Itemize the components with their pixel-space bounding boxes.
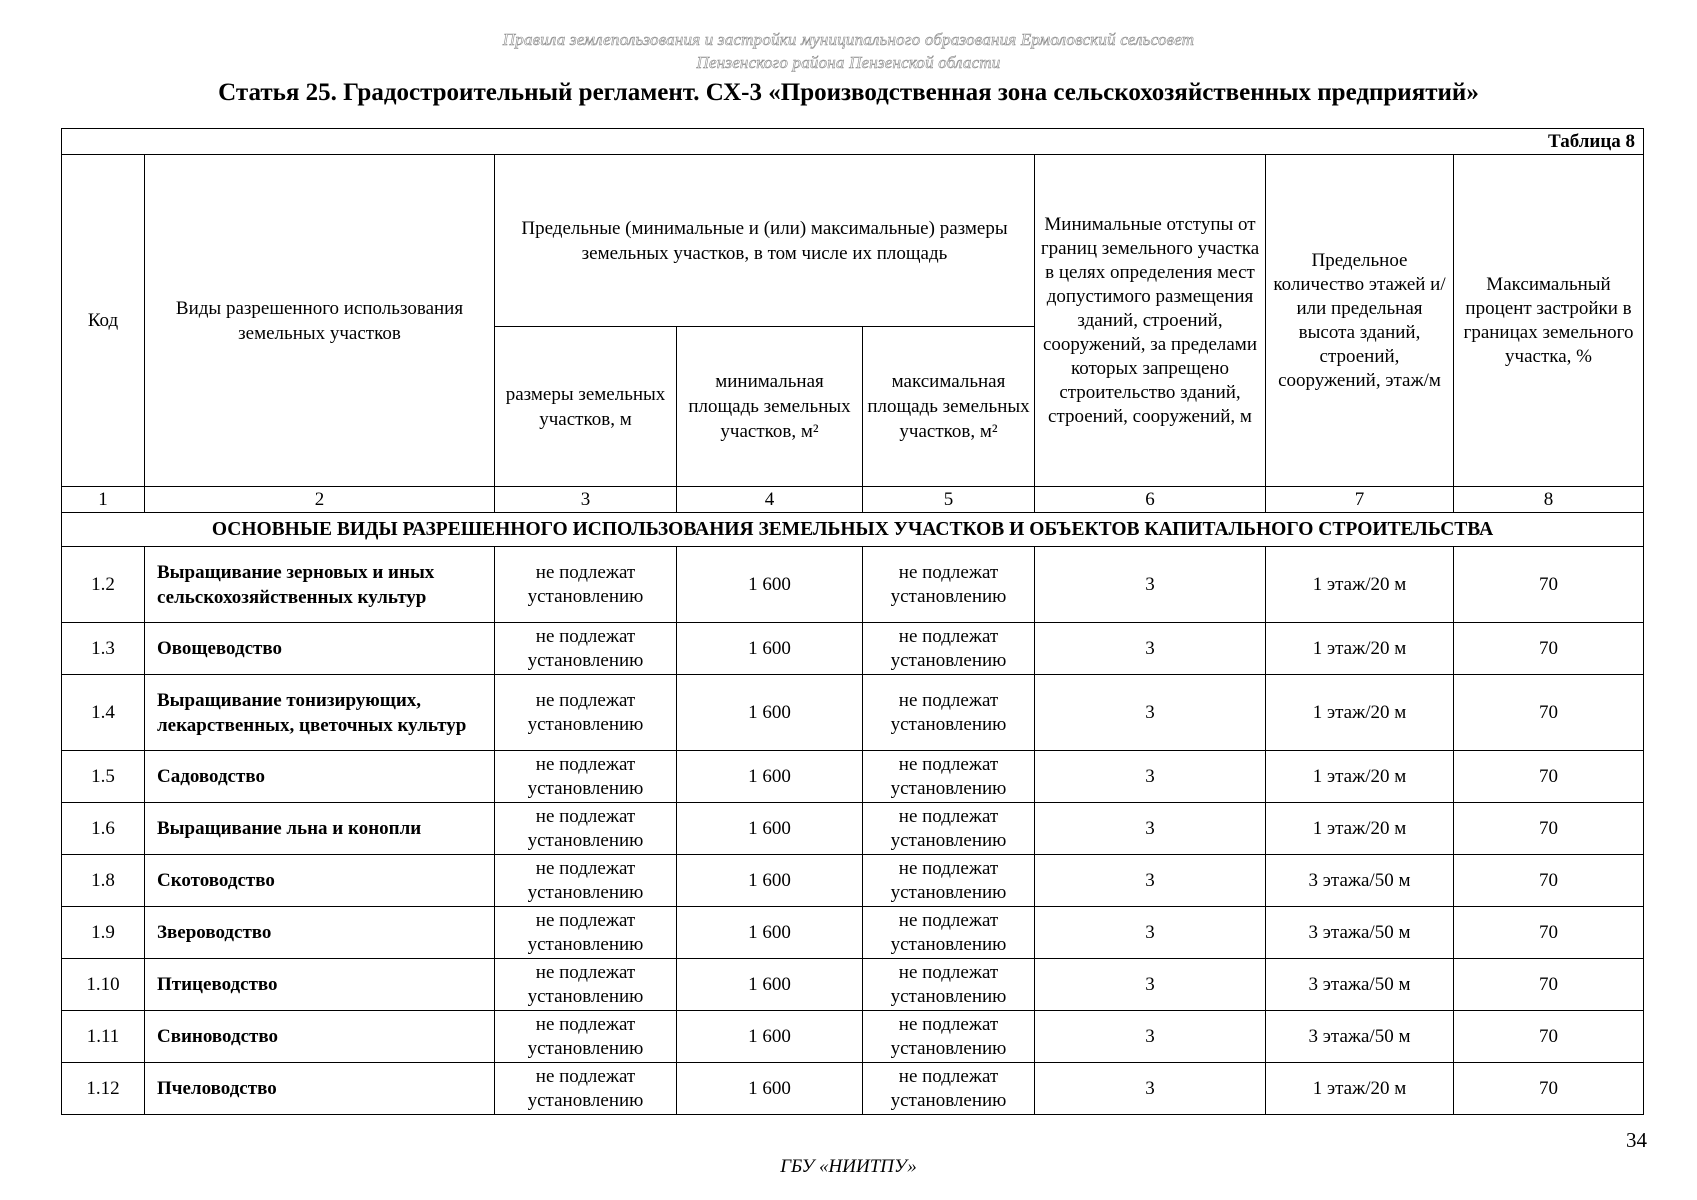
header-build-percent: Максимальный процент застройки в границах земельного участка, %	[1454, 155, 1644, 487]
header-size-limits: Предельные (минимальные и (или) максимальные) размеры земельных участков, в том числе их площадь	[495, 155, 1035, 327]
row-plot-size: не подлежат установлению	[495, 751, 677, 803]
row-build-percent: 70	[1454, 623, 1644, 675]
row-min-area: 1 600	[677, 623, 863, 675]
row-use-name: Садоводство	[145, 751, 495, 803]
row-max-area: не подлежат установлению	[863, 547, 1035, 623]
column-number: 5	[863, 487, 1035, 513]
row-use-name: Скотоводство	[145, 855, 495, 907]
table-row	[62, 1011, 1644, 1063]
row-floors: 1 этаж/20 м	[1266, 675, 1454, 751]
row-use-name: Выращивание зерновых и иных сельскохозяйственных культур	[145, 547, 495, 623]
row-code: 1.4	[62, 675, 145, 751]
row-use-name: Звероводство	[145, 907, 495, 959]
column-numbers-row	[62, 487, 1644, 513]
row-setback: 3	[1035, 1011, 1266, 1063]
row-floors: 1 этаж/20 м	[1266, 751, 1454, 803]
header-code: Код	[62, 155, 145, 487]
row-plot-size: не подлежат установлению	[495, 1011, 677, 1063]
header-min-area: минимальная площадь земельных участков, м²	[677, 327, 863, 487]
table-row	[62, 547, 1644, 623]
table-number: Таблица 8	[62, 129, 1644, 155]
row-floors: 1 этаж/20 м	[1266, 547, 1454, 623]
running-header-line-2: Пензенского района Пензенской области	[696, 53, 1001, 72]
row-min-area: 1 600	[677, 1011, 863, 1063]
row-floors: 3 этажа/50 м	[1266, 855, 1454, 907]
row-min-area: 1 600	[677, 1063, 863, 1115]
header-use-type: Виды разрешенного использования земельных участков	[145, 155, 495, 487]
page-number: 34	[1626, 1128, 1647, 1152]
row-plot-size: не подлежат установлению	[495, 959, 677, 1011]
row-use-name: Птицеводство	[145, 959, 495, 1011]
row-floors: 3 этажа/50 м	[1266, 959, 1454, 1011]
row-use-name: Выращивание льна и конопли	[145, 803, 495, 855]
row-max-area: не подлежат установлению	[863, 907, 1035, 959]
column-number: 8	[1454, 487, 1644, 513]
row-floors: 3 этажа/50 м	[1266, 907, 1454, 959]
row-max-area: не подлежат установлению	[863, 1011, 1035, 1063]
row-min-area: 1 600	[677, 803, 863, 855]
row-setback: 3	[1035, 855, 1266, 907]
row-build-percent: 70	[1454, 803, 1644, 855]
row-floors: 1 этаж/20 м	[1266, 1063, 1454, 1115]
header-plot-size: размеры земельных участков, м	[495, 327, 677, 487]
table-row	[62, 803, 1644, 855]
column-number: 6	[1035, 487, 1266, 513]
header-floors: Предельное количество этажей и/или предельная высота зданий, строений, сооружений, этаж/м	[1266, 155, 1454, 487]
column-number: 2	[145, 487, 495, 513]
table-body	[62, 547, 1644, 1115]
row-floors: 3 этажа/50 м	[1266, 1011, 1454, 1063]
header-setback: Минимальные отступы от границ земельного участка в целях определения мест допустимого размещения зданий, строений, сооружений, за пределами которых запрещено строительство зданий, строений, сооружений, м	[1035, 155, 1266, 487]
row-use-name: Пчеловодство	[145, 1063, 495, 1115]
row-plot-size: не подлежат установлению	[495, 623, 677, 675]
column-number: 4	[677, 487, 863, 513]
column-number: 1	[62, 487, 145, 513]
row-code: 1.2	[62, 547, 145, 623]
row-max-area: не подлежат установлению	[863, 751, 1035, 803]
row-plot-size: не подлежат установлению	[495, 1063, 677, 1115]
row-setback: 3	[1035, 751, 1266, 803]
table-row	[62, 751, 1644, 803]
row-setback: 3	[1035, 623, 1266, 675]
row-build-percent: 70	[1454, 959, 1644, 1011]
row-min-area: 1 600	[677, 547, 863, 623]
running-header-line-1: Правила землепользования и застройки муниципального образования Ермоловский сельсовет	[502, 30, 1195, 49]
row-plot-size: не подлежат установлению	[495, 855, 677, 907]
row-floors: 1 этаж/20 м	[1266, 803, 1454, 855]
row-min-area: 1 600	[677, 751, 863, 803]
row-max-area: не подлежат установлению	[863, 803, 1035, 855]
row-build-percent: 70	[1454, 1011, 1644, 1063]
row-plot-size: не подлежат установлению	[495, 803, 677, 855]
row-build-percent: 70	[1454, 547, 1644, 623]
row-min-area: 1 600	[677, 959, 863, 1011]
row-code: 1.10	[62, 959, 145, 1011]
row-setback: 3	[1035, 547, 1266, 623]
row-setback: 3	[1035, 675, 1266, 751]
row-floors: 1 этаж/20 м	[1266, 623, 1454, 675]
footer-organization: ГБУ «НИИТПУ»	[780, 1156, 917, 1177]
column-number: 7	[1266, 487, 1454, 513]
row-code: 1.6	[62, 803, 145, 855]
row-max-area: не подлежат установлению	[863, 1063, 1035, 1115]
table-row	[62, 1063, 1644, 1115]
row-max-area: не подлежат установлению	[863, 855, 1035, 907]
row-plot-size: не подлежат установлению	[495, 907, 677, 959]
row-min-area: 1 600	[677, 907, 863, 959]
section-title: ОСНОВНЫЕ ВИДЫ РАЗРЕШЕННОГО ИСПОЛЬЗОВАНИЯ ЗЕМЕЛЬНЫХ УЧАСТКОВ И ОБЪЕКТОВ КАПИТАЛЬНОГО СТРОИТЕЛЬСТВА	[62, 513, 1644, 547]
row-build-percent: 70	[1454, 751, 1644, 803]
table-row	[62, 959, 1644, 1011]
row-plot-size: не подлежат установлению	[495, 675, 677, 751]
row-use-name: Свиноводство	[145, 1011, 495, 1063]
row-setback: 3	[1035, 1063, 1266, 1115]
row-use-name: Выращивание тонизирующих, лекарственных, цветочных культур	[145, 675, 495, 751]
table-row	[62, 675, 1644, 751]
row-build-percent: 70	[1454, 907, 1644, 959]
row-plot-size: не подлежат установлению	[495, 547, 677, 623]
row-setback: 3	[1035, 959, 1266, 1011]
row-min-area: 1 600	[677, 675, 863, 751]
table-row	[62, 623, 1644, 675]
row-max-area: не подлежат установлению	[863, 623, 1035, 675]
row-use-name: Овощеводство	[145, 623, 495, 675]
row-build-percent: 70	[1454, 675, 1644, 751]
row-max-area: не подлежат установлению	[863, 675, 1035, 751]
row-code: 1.12	[62, 1063, 145, 1115]
table-row	[62, 855, 1644, 907]
table-row	[62, 907, 1644, 959]
row-code: 1.3	[62, 623, 145, 675]
row-build-percent: 70	[1454, 1063, 1644, 1115]
row-build-percent: 70	[1454, 855, 1644, 907]
row-code: 1.11	[62, 1011, 145, 1063]
row-code: 1.9	[62, 907, 145, 959]
row-code: 1.5	[62, 751, 145, 803]
row-setback: 3	[1035, 803, 1266, 855]
row-setback: 3	[1035, 907, 1266, 959]
regulation-table	[61, 128, 1644, 1115]
column-number: 3	[495, 487, 677, 513]
header-max-area: максимальная площадь земельных участков, м²	[863, 327, 1035, 487]
row-min-area: 1 600	[677, 855, 863, 907]
page-title: Статья 25. Градостроительный регламент. СХ-3 «Производственная зона сельскохозяйственных предприятий»	[218, 79, 1479, 106]
row-code: 1.8	[62, 855, 145, 907]
row-max-area: не подлежат установлению	[863, 959, 1035, 1011]
